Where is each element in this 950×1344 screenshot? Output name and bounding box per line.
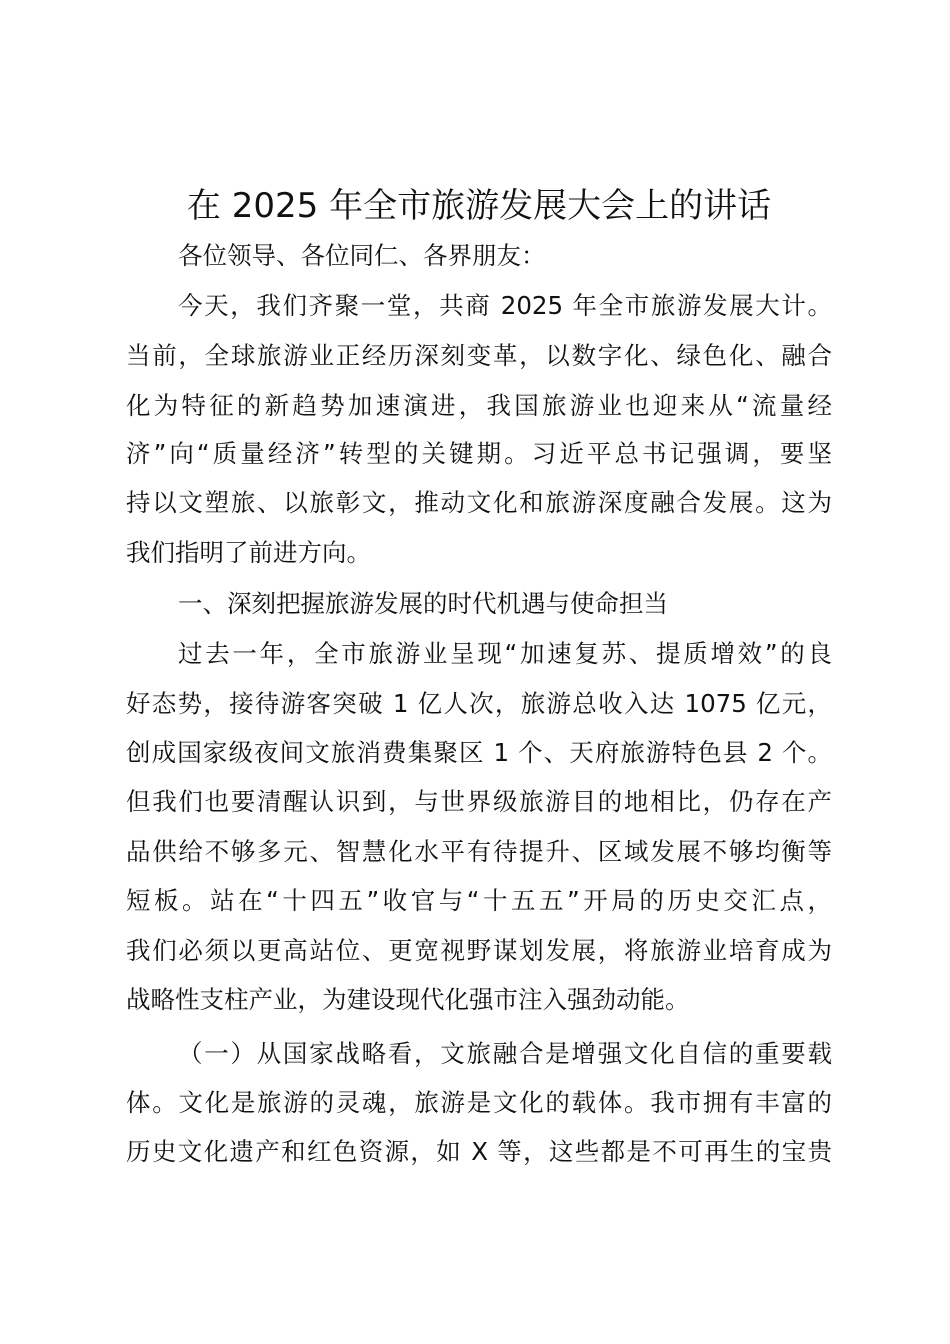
paragraph-line: 创成国家级夜间文旅消费集聚区 1 个、天府旅游特色县 2 个。 bbox=[126, 738, 832, 767]
document-title: 在 2025 年全市旅游发展大会上的讲话 bbox=[186, 186, 772, 226]
section-heading: 一、深刻把握旅游发展的时代机遇与使命担当 bbox=[178, 589, 668, 618]
paragraph-line: 体。文化是旅游的灵魂，旅游是文化的载体。我市拥有丰富的 bbox=[126, 1088, 832, 1117]
paragraph-line: 我们必须以更高站位、更宽视野谋划发展，将旅游业培育成为 bbox=[126, 936, 832, 965]
paragraph-line: （一）从国家战略看，文旅融合是增强文化自信的重要载 bbox=[178, 1039, 832, 1068]
paragraph-line: 我们指明了前进方向。 bbox=[126, 538, 371, 567]
paragraph-line: 过去一年，全市旅游业呈现“加速复苏、提质增效”的良 bbox=[178, 639, 832, 668]
paragraph-line: 持以文塑旅、以旅彰文，推动文化和旅游深度融合发展。这为 bbox=[126, 488, 832, 517]
salutation: 各位领导、各位同仁、各界朋友： bbox=[178, 241, 546, 270]
paragraph-line: 济”向“质量经济”转型的关键期。习近平总书记强调，要坚 bbox=[126, 439, 832, 468]
paragraph-line: 今天，我们齐聚一堂，共商 2025 年全市旅游发展大计。 bbox=[178, 291, 832, 320]
paragraph-line: 战略性支柱产业，为建设现代化强市注入强劲动能。 bbox=[126, 985, 690, 1014]
paragraph-line: 化为特征的新趋势加速演进，我国旅游业也迎来从“流量经 bbox=[126, 391, 832, 420]
paragraph-line: 品供给不够多元、智慧化水平有待提升、区域发展不够均衡等 bbox=[126, 837, 832, 866]
paragraph-line: 历史文化遗产和红色资源，如 X 等，这些都是不可再生的宝贵 bbox=[126, 1137, 832, 1166]
paragraph-line: 当前，全球旅游业正经历深刻变革，以数字化、绿色化、融合 bbox=[126, 341, 832, 370]
paragraph-line: 好态势，接待游客突破 1 亿人次，旅游总收入达 1075 亿元， bbox=[126, 689, 832, 718]
paragraph-line: 但我们也要清醒认识到，与世界级旅游目的地相比，仍存在产 bbox=[126, 787, 832, 816]
paragraph-line: 短板。站在“十四五”收官与“十五五”开局的历史交汇点， bbox=[126, 886, 832, 915]
